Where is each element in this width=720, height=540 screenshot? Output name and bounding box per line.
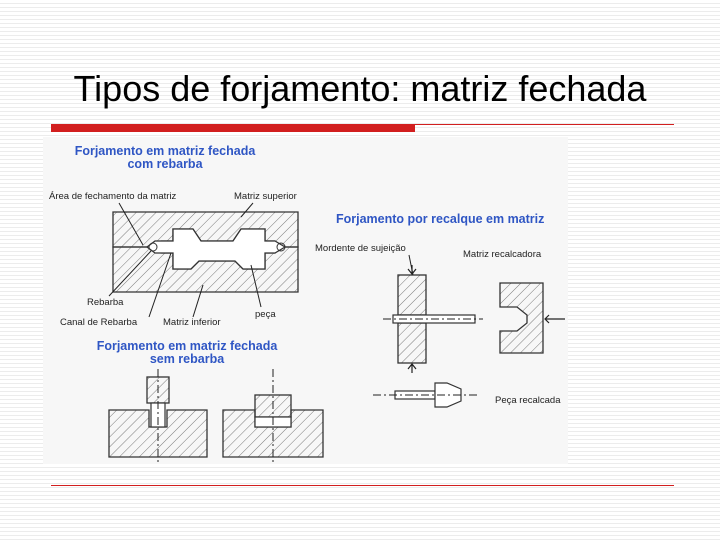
panel-with-flash-title-line1: Forjamento em matriz fechada — [74, 144, 256, 158]
forging-diagram-figure — [43, 137, 568, 464]
title-underline-thin — [415, 124, 674, 125]
label-lower-die: Matriz inferior — [163, 317, 221, 328]
title-underline-thick — [51, 124, 415, 132]
forging-diagram — [43, 137, 568, 464]
label-upset-part: Peça recalcada — [495, 395, 561, 406]
label-upper-die: Matriz superior — [234, 191, 297, 202]
gripping-jaw-upper — [398, 275, 426, 315]
label-part: peça — [255, 309, 276, 320]
panel-flashless-title-line2: sem rebarba — [149, 352, 225, 366]
label-gripping-jaw: Mordente de sujeição — [315, 243, 406, 254]
footer-rule — [51, 485, 674, 486]
label-flash-channel: Canal de Rebarba — [60, 317, 138, 328]
panel-with-flash-title-line2: com rebarba — [127, 157, 203, 171]
label-closing-area: Área de fechamento da matriz — [49, 191, 177, 202]
label-flash: Rebarba — [87, 297, 124, 308]
gripping-jaw-lower — [398, 323, 426, 363]
slide-title: Tipos de forjamento: matriz fechada — [73, 68, 647, 109]
panel-flashless-title-line1: Forjamento em matriz fechada — [96, 339, 278, 353]
label-upsetting-die: Matriz recalcadora — [463, 249, 542, 260]
panel-upsetting-title: Forjamento por recalque em matriz — [336, 212, 545, 226]
